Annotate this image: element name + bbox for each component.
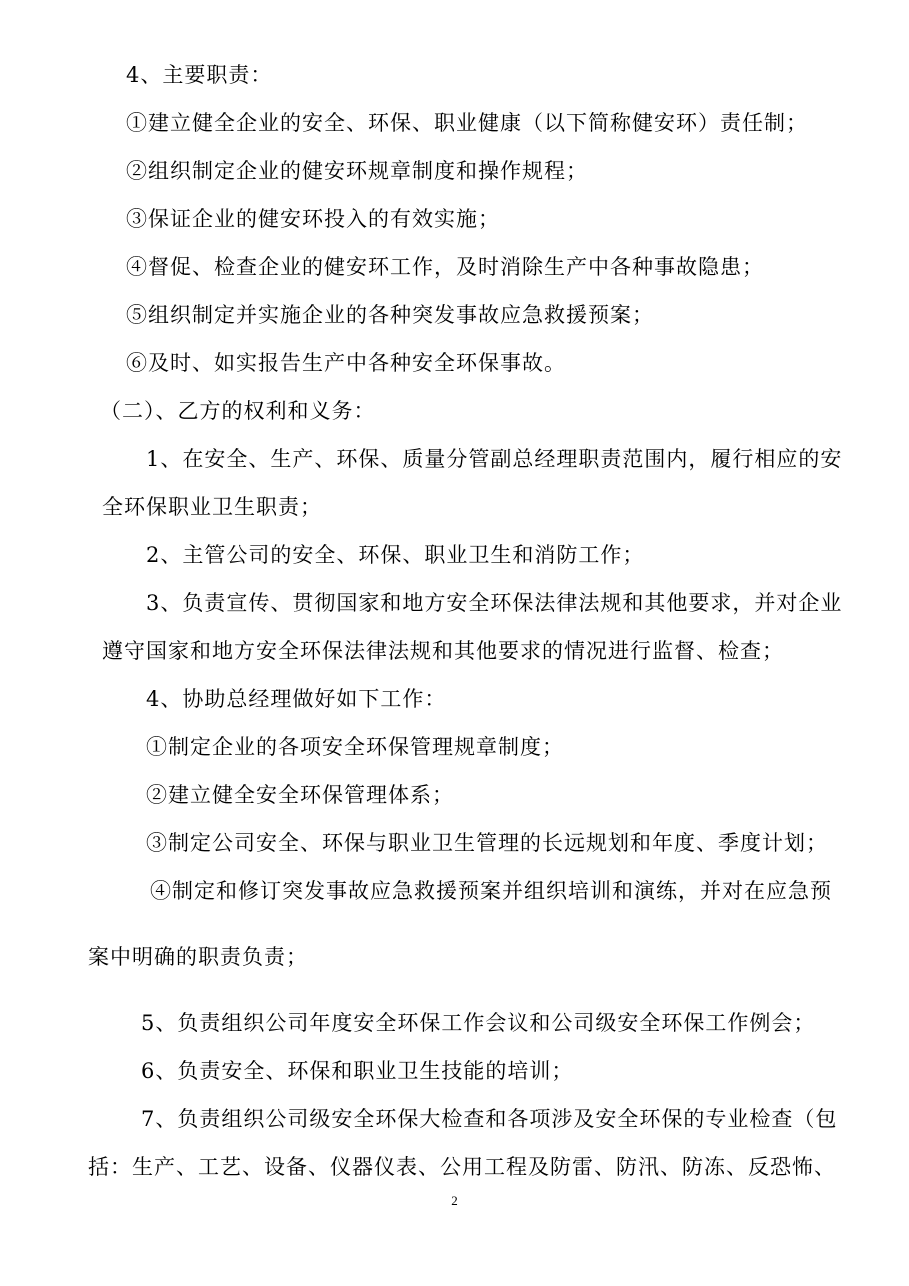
assist-item-1: ①制定企业的各项安全环保管理规章制度； (146, 735, 564, 759)
section-heading-party-b: （二）、乙方的权利和义务： (100, 399, 376, 423)
party-b-item-4: 4、协助总经理做好如下工作： (146, 687, 447, 711)
duty-heading: 4、主要职责： (126, 63, 273, 87)
party-b-item-6: 6、负责安全、环保和职业卫生技能的培训； (141, 1059, 574, 1083)
party-b-item-3-cont: 遵守国家和地方安全环保法律法规和其他要求的情况进行监督、检查； (102, 639, 784, 663)
party-b-item-5: 5、负责组织公司年度安全环保工作会议和公司级安全环保工作例会； (141, 1011, 816, 1035)
assist-item-2: ②建立健全安全环保管理体系； (146, 783, 454, 807)
assist-item-4: ④制定和修订突发事故应急救援预案并组织培训和演练，并对在应急预 (150, 879, 832, 903)
party-b-item-7-cont: 括：生产、工艺、设备、仪器仪表、公用工程及防雷、防汛、防冻、反恐怖、 (88, 1155, 836, 1179)
party-b-item-1: 1、在安全、生产、环保、质量分管副总经理职责范围内，履行相应的安 (146, 447, 843, 471)
page-number: 2 (451, 1193, 458, 1208)
party-b-item-1-cont: 全环保职业卫生职责； (102, 495, 322, 519)
duty-item-3: ③保证企业的健安环投入的有效实施； (126, 207, 500, 231)
party-b-item-7: 7、负责组织公司级安全环保大检查和各项涉及安全环保的专业检查（包 (141, 1107, 838, 1131)
party-b-item-2: 2、主管公司的安全、环保、职业卫生和消防工作； (146, 543, 645, 567)
assist-item-4-cont: 案中明确的职责负责； (88, 945, 308, 969)
duty-item-4: ④督促、检查企业的健安环工作，及时消除生产中各种事故隐患； (126, 255, 764, 279)
duty-item-5: ⑤组织制定并实施企业的各种突发事故应急救援预案； (126, 303, 654, 327)
duty-item-6: ⑥及时、如实报告生产中各种安全环保事故。 (126, 351, 566, 375)
duty-item-2: ②组织制定企业的健安环规章制度和操作规程； (126, 159, 588, 183)
party-b-item-3: 3、负责宣传、贯彻国家和地方安全环保法律法规和其他要求，并对企业 (146, 591, 843, 615)
assist-item-3: ③制定公司安全、环保与职业卫生管理的长远规划和年度、季度计划； (146, 831, 828, 855)
duty-item-1: ①建立健全企业的安全、环保、职业健康（以下简称健安环）责任制； (126, 111, 808, 135)
